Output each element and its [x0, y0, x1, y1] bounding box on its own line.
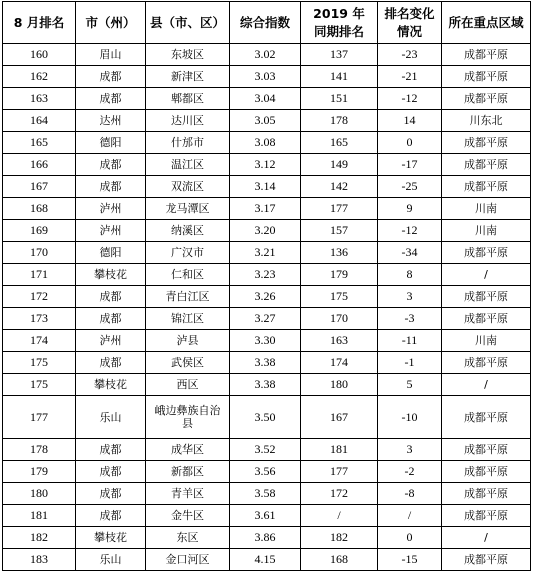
cell-index: 4.15 — [230, 549, 301, 571]
cell-county: 金牛区 — [146, 505, 230, 527]
cell-rank: 170 — [3, 242, 76, 264]
cell-change: 5 — [378, 374, 442, 396]
cell-city: 成都 — [76, 483, 146, 505]
cell-prev-rank: 151 — [301, 88, 378, 110]
table-row — [3, 483, 531, 505]
cell-rank: 160 — [3, 44, 76, 66]
cell-index: 3.12 — [230, 154, 301, 176]
cell-change: 3 — [378, 439, 442, 461]
cell-county: 东坡区 — [146, 44, 230, 66]
table-row — [3, 374, 531, 396]
cell-city: 攀枝花 — [76, 264, 146, 286]
table-row — [3, 66, 531, 88]
cell-county: 武侯区 — [146, 352, 230, 374]
cell-index: 3.61 — [230, 505, 301, 527]
cell-region: 成都平原 — [442, 483, 531, 505]
cell-city: 成都 — [76, 66, 146, 88]
cell-city: 成都 — [76, 461, 146, 483]
table-row — [3, 198, 531, 220]
cell-rank: 163 — [3, 88, 76, 110]
cell-county: 达川区 — [146, 110, 230, 132]
table-row — [3, 286, 531, 308]
cell-index: 3.05 — [230, 110, 301, 132]
cell-index: 3.50 — [230, 396, 301, 439]
cell-city: 德阳 — [76, 132, 146, 154]
cell-city: 成都 — [76, 286, 146, 308]
cell-prev-rank: 137 — [301, 44, 378, 66]
cell-change: -2 — [378, 461, 442, 483]
cell-change: -8 — [378, 483, 442, 505]
table-row — [3, 176, 531, 198]
cell-rank: 175 — [3, 352, 76, 374]
cell-index: 3.30 — [230, 330, 301, 352]
header-county: 县（市、区） — [146, 2, 230, 44]
cell-change: -17 — [378, 154, 442, 176]
cell-city: 德阳 — [76, 242, 146, 264]
cell-prev-rank: 167 — [301, 396, 378, 439]
cell-city: 成都 — [76, 176, 146, 198]
cell-rank: 172 — [3, 286, 76, 308]
cell-city: 成都 — [76, 505, 146, 527]
cell-change: -34 — [378, 242, 442, 264]
cell-county: 成华区 — [146, 439, 230, 461]
cell-region: 成都平原 — [442, 88, 531, 110]
cell-prev-rank: / — [301, 505, 378, 527]
cell-county: 西区 — [146, 374, 230, 396]
cell-county: 郫都区 — [146, 88, 230, 110]
cell-county: 温江区 — [146, 154, 230, 176]
cell-region: 成都平原 — [442, 308, 531, 330]
cell-index: 3.17 — [230, 198, 301, 220]
cell-change: 3 — [378, 286, 442, 308]
cell-region: 成都平原 — [442, 396, 531, 439]
cell-index: 3.58 — [230, 483, 301, 505]
table-row — [3, 44, 531, 66]
cell-rank: 168 — [3, 198, 76, 220]
cell-index: 3.56 — [230, 461, 301, 483]
table-row — [3, 154, 531, 176]
cell-prev-rank: 178 — [301, 110, 378, 132]
table-row — [3, 330, 531, 352]
cell-change: -21 — [378, 66, 442, 88]
cell-index: 3.04 — [230, 88, 301, 110]
cell-prev-rank: 181 — [301, 439, 378, 461]
cell-region: 成都平原 — [442, 461, 531, 483]
cell-county: 青白江区 — [146, 286, 230, 308]
cell-prev-rank: 177 — [301, 198, 378, 220]
cell-region: 成都平原 — [442, 505, 531, 527]
cell-change: 9 — [378, 198, 442, 220]
table-row — [3, 396, 531, 439]
table-header-row — [3, 2, 531, 44]
header-rank: 8 月排名 — [3, 2, 76, 44]
table-row — [3, 549, 531, 571]
cell-city: 泸州 — [76, 330, 146, 352]
cell-prev-rank: 149 — [301, 154, 378, 176]
cell-change: -12 — [378, 88, 442, 110]
cell-city: 成都 — [76, 88, 146, 110]
cell-prev-rank: 136 — [301, 242, 378, 264]
cell-city: 乐山 — [76, 396, 146, 439]
cell-index: 3.20 — [230, 220, 301, 242]
cell-prev-rank: 141 — [301, 66, 378, 88]
cell-change: / — [378, 505, 442, 527]
cell-city: 乐山 — [76, 549, 146, 571]
table-row — [3, 110, 531, 132]
cell-rank: 175 — [3, 374, 76, 396]
ranking-table — [2, 1, 531, 571]
cell-rank: 164 — [3, 110, 76, 132]
cell-region: 成都平原 — [442, 154, 531, 176]
cell-county: 仁和区 — [146, 264, 230, 286]
cell-city: 攀枝花 — [76, 527, 146, 549]
cell-county: 青羊区 — [146, 483, 230, 505]
cell-index: 3.26 — [230, 286, 301, 308]
cell-prev-rank: 175 — [301, 286, 378, 308]
cell-city: 眉山 — [76, 44, 146, 66]
table-row — [3, 439, 531, 461]
cell-region: 成都平原 — [442, 352, 531, 374]
cell-rank: 177 — [3, 396, 76, 439]
ranking-table-container — [2, 1, 530, 571]
cell-index: 3.02 — [230, 44, 301, 66]
cell-prev-rank: 170 — [301, 308, 378, 330]
cell-rank: 174 — [3, 330, 76, 352]
cell-region: 成都平原 — [442, 242, 531, 264]
cell-index: 3.14 — [230, 176, 301, 198]
cell-prev-rank: 180 — [301, 374, 378, 396]
table-row — [3, 352, 531, 374]
cell-city: 成都 — [76, 439, 146, 461]
cell-prev-rank: 179 — [301, 264, 378, 286]
cell-county: 新都区 — [146, 461, 230, 483]
header-index: 综合指数 — [230, 2, 301, 44]
cell-index: 3.38 — [230, 374, 301, 396]
cell-region: 川东北 — [442, 110, 531, 132]
cell-change: -11 — [378, 330, 442, 352]
cell-rank: 167 — [3, 176, 76, 198]
cell-city: 成都 — [76, 154, 146, 176]
cell-county: 什邡市 — [146, 132, 230, 154]
cell-index: 3.03 — [230, 66, 301, 88]
cell-region: / — [442, 374, 531, 396]
cell-change: -25 — [378, 176, 442, 198]
cell-rank: 173 — [3, 308, 76, 330]
cell-county: 双流区 — [146, 176, 230, 198]
cell-rank: 182 — [3, 527, 76, 549]
cell-change: -12 — [378, 220, 442, 242]
table-row — [3, 461, 531, 483]
cell-change: -23 — [378, 44, 442, 66]
cell-region: 川南 — [442, 198, 531, 220]
cell-change: -15 — [378, 549, 442, 571]
cell-rank: 165 — [3, 132, 76, 154]
header-region: 所在重点区域 — [442, 2, 531, 44]
cell-city: 攀枝花 — [76, 374, 146, 396]
cell-rank: 171 — [3, 264, 76, 286]
cell-city: 泸州 — [76, 220, 146, 242]
table-row — [3, 220, 531, 242]
header-change: 排名变化情况 — [378, 2, 442, 44]
cell-index: 3.08 — [230, 132, 301, 154]
cell-change: -10 — [378, 396, 442, 439]
cell-index: 3.86 — [230, 527, 301, 549]
cell-city: 泸州 — [76, 198, 146, 220]
table-row — [3, 242, 531, 264]
cell-index: 3.38 — [230, 352, 301, 374]
cell-county: 广汉市 — [146, 242, 230, 264]
cell-rank: 169 — [3, 220, 76, 242]
cell-region: 川南 — [442, 220, 531, 242]
table-row — [3, 308, 531, 330]
cell-county: 龙马潭区 — [146, 198, 230, 220]
cell-prev-rank: 163 — [301, 330, 378, 352]
cell-region: 成都平原 — [442, 132, 531, 154]
cell-rank: 162 — [3, 66, 76, 88]
header-prev-rank: 2019 年同期排名 — [301, 2, 378, 44]
cell-rank: 178 — [3, 439, 76, 461]
cell-region: 成都平原 — [442, 176, 531, 198]
table-row — [3, 527, 531, 549]
cell-rank: 183 — [3, 549, 76, 571]
cell-city: 达州 — [76, 110, 146, 132]
cell-prev-rank: 168 — [301, 549, 378, 571]
cell-region: / — [442, 527, 531, 549]
cell-county: 东区 — [146, 527, 230, 549]
cell-rank: 166 — [3, 154, 76, 176]
cell-index: 3.27 — [230, 308, 301, 330]
cell-city: 成都 — [76, 308, 146, 330]
cell-city: 成都 — [76, 352, 146, 374]
cell-region: 成都平原 — [442, 44, 531, 66]
cell-county: 纳溪区 — [146, 220, 230, 242]
cell-change: 14 — [378, 110, 442, 132]
cell-region: 川南 — [442, 330, 531, 352]
cell-prev-rank: 157 — [301, 220, 378, 242]
cell-change: 0 — [378, 527, 442, 549]
cell-index: 3.21 — [230, 242, 301, 264]
cell-region: 成都平原 — [442, 286, 531, 308]
table-body — [3, 44, 531, 571]
cell-prev-rank: 182 — [301, 527, 378, 549]
cell-county: 金口河区 — [146, 549, 230, 571]
cell-rank: 179 — [3, 461, 76, 483]
cell-county: 新津区 — [146, 66, 230, 88]
cell-county: 锦江区 — [146, 308, 230, 330]
cell-county: 峨边彝族自治县 — [146, 396, 230, 439]
table-row — [3, 88, 531, 110]
cell-prev-rank: 165 — [301, 132, 378, 154]
cell-prev-rank: 172 — [301, 483, 378, 505]
cell-region: 成都平原 — [442, 549, 531, 571]
cell-change: -3 — [378, 308, 442, 330]
cell-county: 泸县 — [146, 330, 230, 352]
table-row — [3, 505, 531, 527]
cell-index: 3.52 — [230, 439, 301, 461]
cell-change: 8 — [378, 264, 442, 286]
cell-change: -1 — [378, 352, 442, 374]
cell-prev-rank: 174 — [301, 352, 378, 374]
cell-region: 成都平原 — [442, 439, 531, 461]
cell-region: / — [442, 264, 531, 286]
cell-change: 0 — [378, 132, 442, 154]
table-row — [3, 264, 531, 286]
table-row — [3, 132, 531, 154]
cell-prev-rank: 177 — [301, 461, 378, 483]
cell-rank: 180 — [3, 483, 76, 505]
cell-rank: 181 — [3, 505, 76, 527]
cell-index: 3.23 — [230, 264, 301, 286]
cell-prev-rank: 142 — [301, 176, 378, 198]
header-city: 市（州） — [76, 2, 146, 44]
cell-region: 成都平原 — [442, 66, 531, 88]
